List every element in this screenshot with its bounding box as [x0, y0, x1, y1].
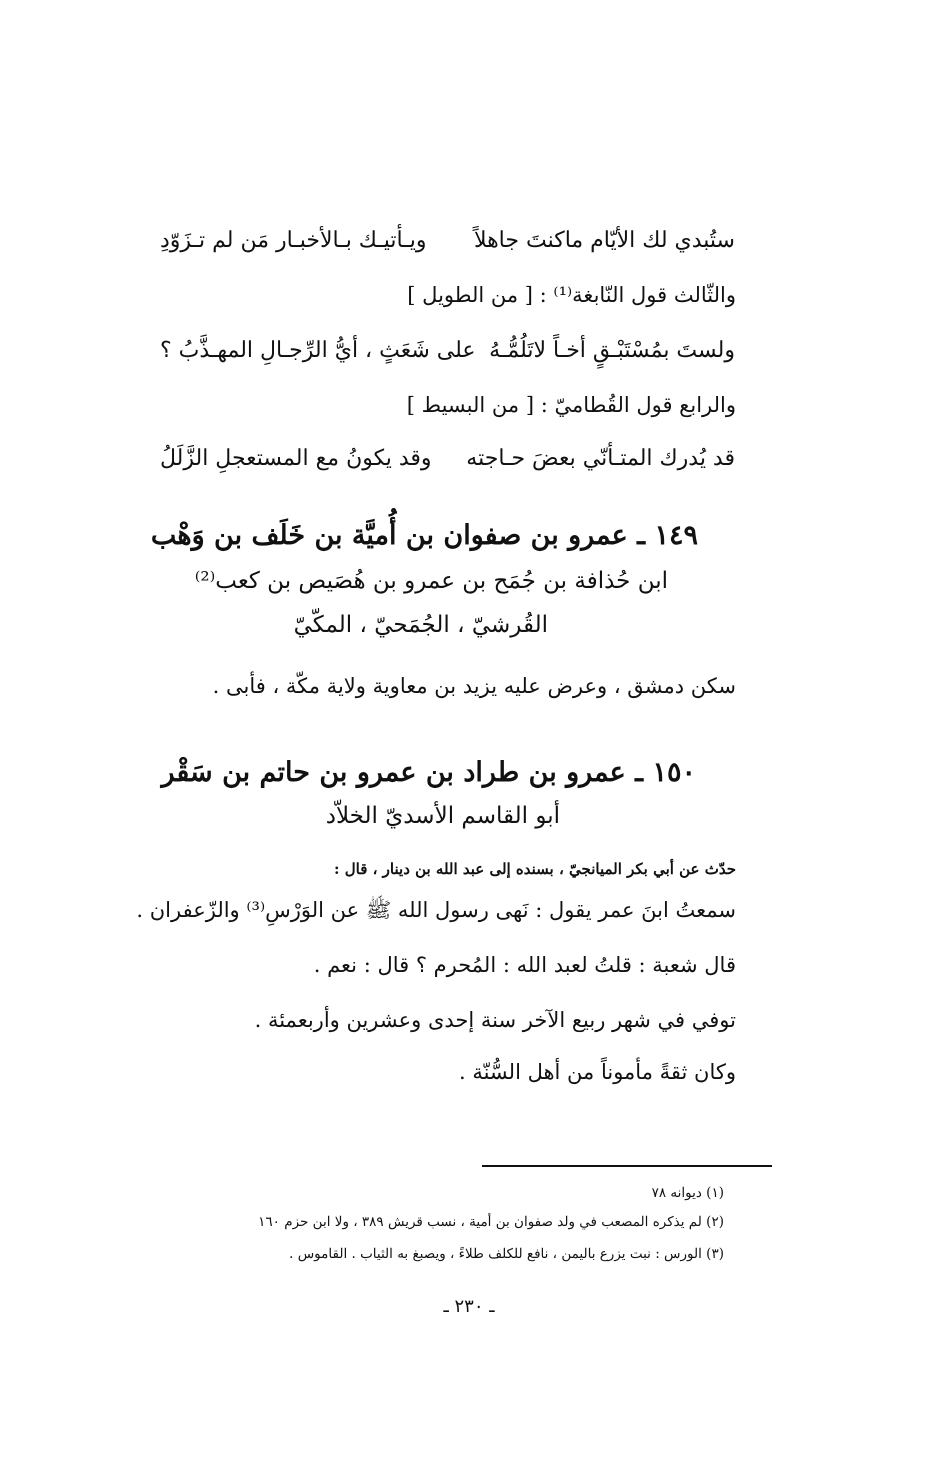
entry-149-heading: ١٤٩ ـ عمرو بن صفوان بن أُميَّة بن خَلَف بن وَهْب	[150, 520, 698, 551]
entry-149-text: سكن دمشق ، وعرض عليه يزيد بن معاوية ولاية مكّة ، فأبى .	[212, 674, 736, 698]
verse-1	[160, 228, 735, 253]
footnote-1: (١) ديوانه ٧٨	[651, 1185, 724, 1201]
entry-150-thiqa: وكان ثقةً مأموناً من أهل السُّنّة .	[458, 1060, 736, 1084]
entry-149-nisba: القُرشيّ ، الجُمَحيّ ، المكّيّ	[293, 612, 548, 638]
entry-150-isnad: حدّث عن أبي بكر الميانجيّ ، بسنده إلى عبد الله بن دينار ، قال :	[334, 860, 736, 878]
entry-150-shuba: قال شعبة : قلتُ لعبد الله : المُحرم ؟ قال : نعم .	[313, 953, 736, 977]
entry-150-kunya: أبو القاسم الأسديّ الخلاّد	[325, 803, 560, 829]
entry-150-death: توفي في شهر ربيع الآخر سنة إحدى وعشرين وأربعمئة .	[254, 1008, 736, 1032]
verse-1-left-hemistich: ويـأتيـك بـالأخبـار مَن لم تـزَوّدِ	[160, 228, 427, 253]
footnote-2: (٢) لم يذكره المصعب في ولد صفوان بن أمية ، نسب قريش ٣٨٩ ، ولا ابن حزم ١٦٠	[258, 1214, 724, 1230]
intro-qutami: والرابع قول القُطاميّ : [ من البسيط ]	[406, 393, 736, 417]
verse-1-right-hemistich: ستُبدي لك الأيّام ماكنتَ جاهلاً	[473, 228, 735, 253]
footnote-divider	[482, 1165, 772, 1167]
intro-nabigha: والثّالث قول النّابغة⁽¹⁾ : [ من الطويل ]	[407, 283, 736, 307]
entry-150-hadith: سمعتُ ابنَ عمر يقول : نَهى رسول الله ﷺ عن الوَرْسِ⁽³⁾ والزّعفران .	[136, 898, 736, 922]
verse-3-right-hemistich: قد يُدرك المتـأنّي بعضَ حـاجته	[466, 446, 735, 471]
verse-3	[160, 446, 735, 471]
verse-3-left-hemistich: وقد يكونُ مع المستعجلِ الزَّلَلُ	[160, 446, 432, 471]
entry-150-heading: ١٥٠ ـ عمرو بن طراد بن عمرو بن حاتم بن سَقْر	[161, 757, 696, 788]
page-number: ـ ٢٣٠ ـ	[443, 1296, 495, 1317]
footnote-3: (٣) الورس : نبت يزرع باليمن ، نافع للكلف طلاءً ، ويصبغ به الثياب . القاموس .	[289, 1246, 724, 1262]
verse-2-left-hemistich: على شَعَثٍ ، أيُّ الرِّجـالِ المهـذَّبُ ؟	[160, 338, 476, 363]
verse-2-right-hemistich: ولستَ بمُسْتَبْـقٍ أخـاً لاتَلُمُّـهُ	[489, 338, 735, 363]
entry-149-lineage: ابن حُذافة بن جُمَح بن عمرو بن هُصَيص بن كعب⁽²⁾	[194, 568, 668, 594]
verse-2	[160, 338, 735, 363]
